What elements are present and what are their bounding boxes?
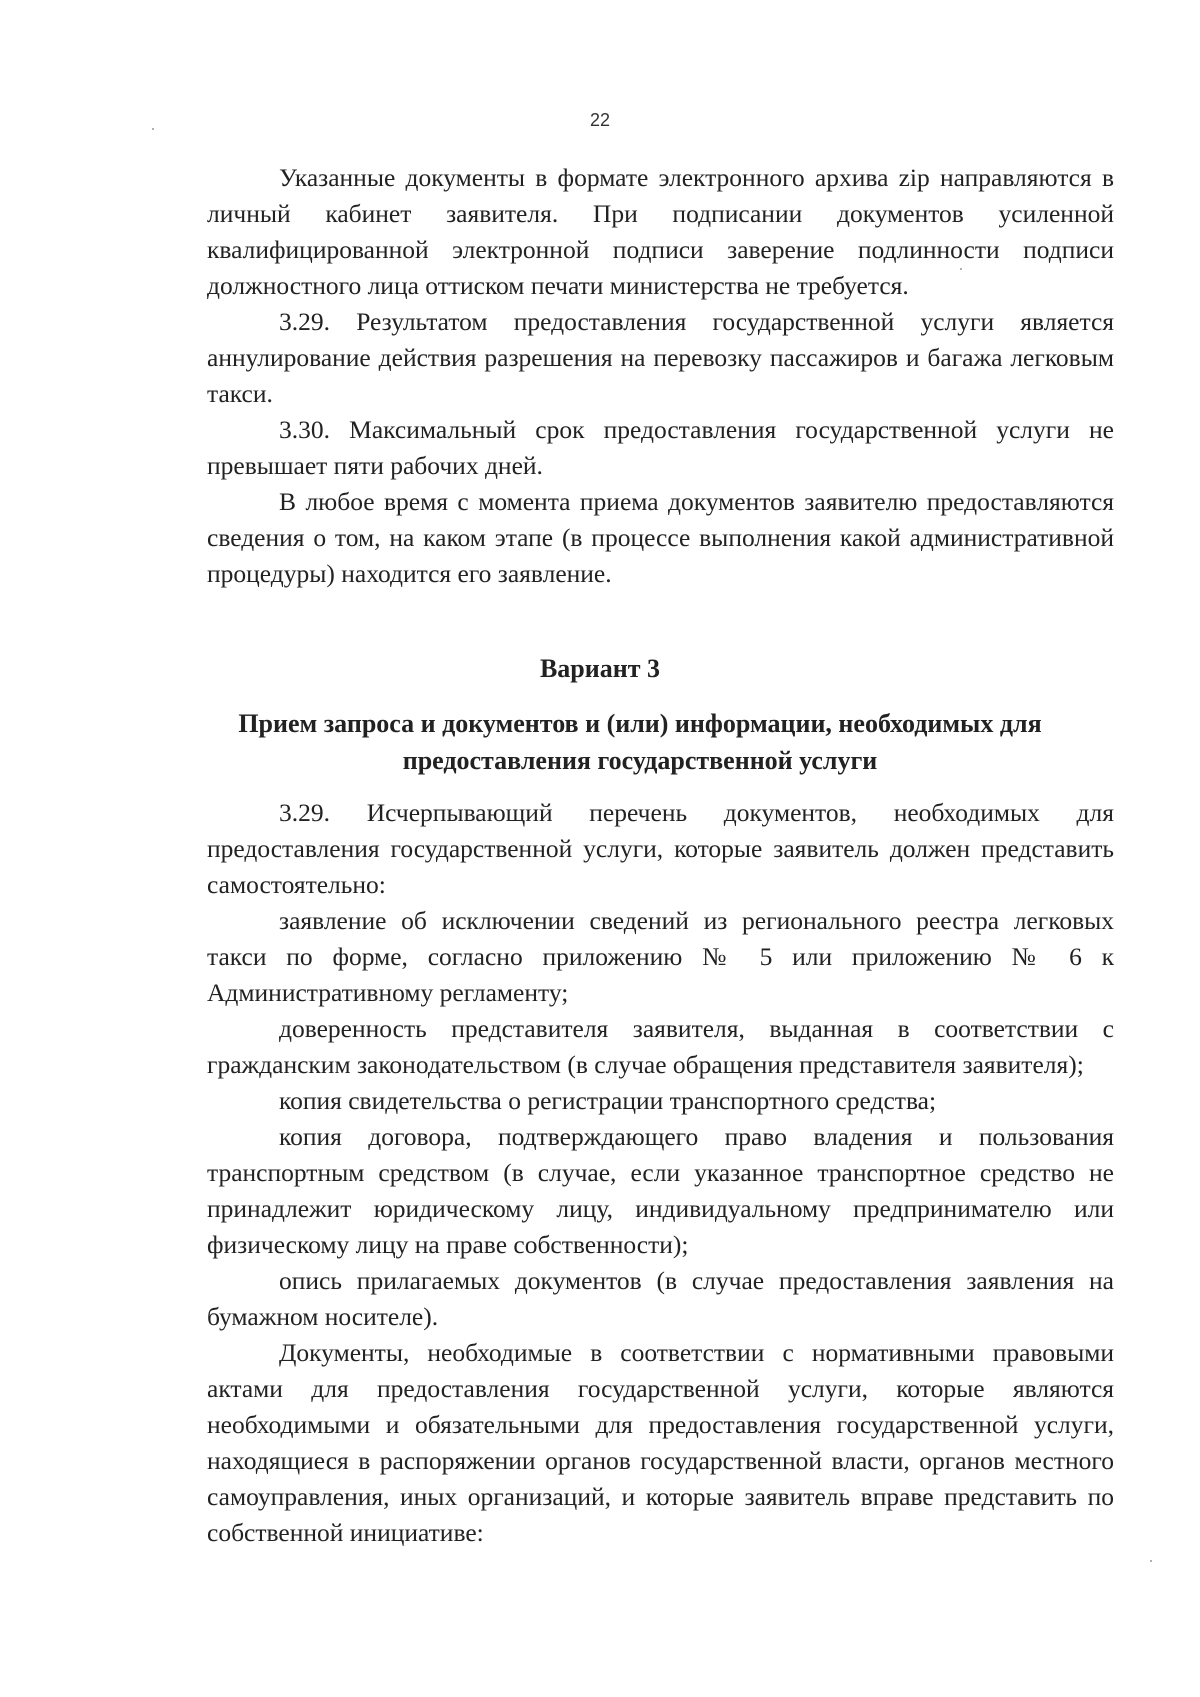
list-item-application: заявление об исключении сведений из регионального реестра легковых такси по форме, согласно приложению № 5 или приложению № 6 к Административному регламенту;	[207, 906, 1114, 1007]
list-item-vehicle-registration: копия свидетельства о регистрации транспортного средства;	[279, 1086, 937, 1115]
scan-speck	[152, 128, 154, 130]
scan-speck	[960, 268, 962, 270]
paragraph-3-29-document-list: 3.29. Исчерпывающий перечень документов, необходимых для предоставления государственной услуги, которые заявитель должен представить самостоятельно:	[207, 798, 1114, 899]
top-text-block	[207, 160, 1114, 592]
scan-speck	[1150, 1560, 1152, 1562]
paragraph-optional-documents: Документы, необходимые в соответствии с нормативными правовыми актами для предоставления государственной услуги, которые являются необходимыми и обязательными для предоставления государственной услуги, находящиеся в распоряжении органов государственной власти, органов местного самоуправления, иных организаций, и которые заявитель вправе представить по собственной инициативе:	[207, 1338, 1114, 1547]
paragraph-3-29-result: 3.29. Результатом предоставления государственной услуги является аннулирование действия разрешения на перевозку пассажиров и багажа легковым такси.	[207, 307, 1114, 408]
section-heading: Прием запроса и документов и (или) информации, необходимых для предоставления государственной услуги	[238, 709, 1042, 775]
list-item-ownership-contract: копия договора, подтверждающего право владения и пользования транспортным средством (в случае, если указанное транспортное средство не принадлежит юридическому лицу, индивидуальному предпринимателю или физическому лицу на праве собственности);	[207, 1122, 1114, 1259]
variant-title: Вариант 3	[539, 654, 661, 683]
paragraph-status-info: В любое время с момента приема документов заявителю предоставляются сведения о том, на каком этапе (в процессе выполнения какой административной процедуры) находится его заявление.	[207, 487, 1114, 588]
paragraph-3-30-deadline: 3.30. Максимальный срок предоставления государственной услуги не превышает пяти рабочих дней.	[207, 415, 1114, 480]
list-item-inventory: опись прилагаемых документов (в случае предоставления заявления на бумажном носителе).	[207, 1266, 1114, 1331]
list-item-power-of-attorney: доверенность представителя заявителя, выданная в соответствии с гражданским законодательством (в случае обращения представителя заявителя);	[207, 1014, 1114, 1079]
bottom-text-block	[207, 795, 1114, 1551]
page-number: 22	[589, 110, 611, 130]
paragraph-documents-zip: Указанные документы в формате электронного архива zip направляются в личный кабинет заявителя. При подписании документов усиленной квалифицированной электронной подписи заверение подлинности подписи должностного лица оттиском печати министерства не требуется.	[207, 163, 1114, 300]
